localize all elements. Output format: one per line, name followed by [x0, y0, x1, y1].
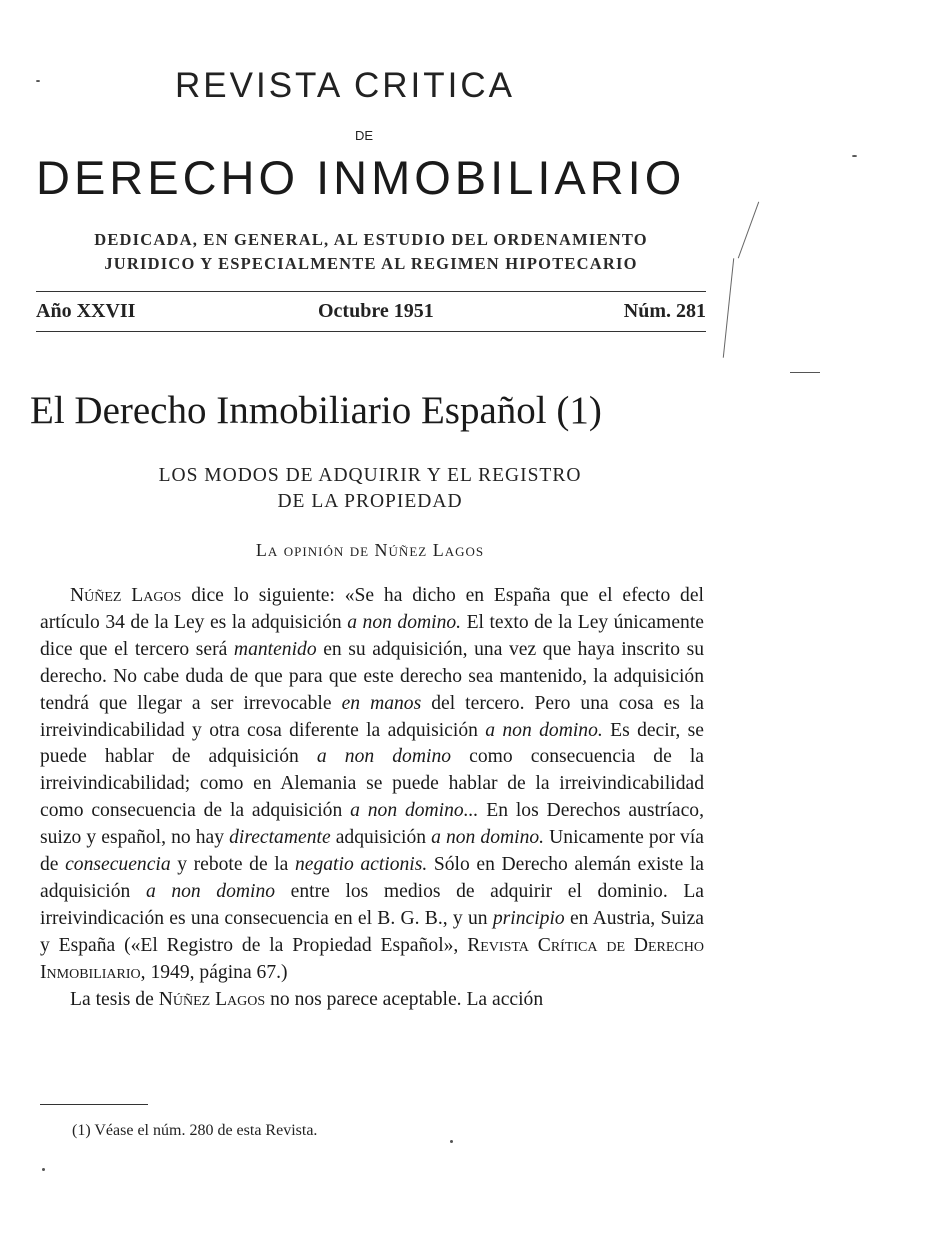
- dedication-line: DEDICADA, EN GENERAL, AL ESTUDIO DEL ORDENAMIENTO: [94, 230, 648, 249]
- scan-speck: [450, 1140, 453, 1143]
- author-name: Núñez Lagos: [158, 988, 266, 1010]
- footnote-rule: [40, 1104, 148, 1105]
- issue-info: [36, 300, 706, 326]
- issue-date: Octubre 1951: [318, 300, 434, 322]
- journal-dedication: [36, 228, 706, 276]
- article-title: El Derecho Inmobiliario Español (1): [30, 389, 602, 432]
- scan-speck: [42, 1168, 45, 1171]
- journal-title: REVISTA CRITICA: [175, 66, 515, 105]
- journal-citation: Revista Crítica de Derecho Inmobiliario: [40, 934, 704, 983]
- article-body: [40, 583, 704, 1014]
- footnote: (1) Véase el núm. 280 de esta Revista.: [72, 1122, 318, 1139]
- scan-mark: [723, 258, 734, 358]
- section-heading: La opinión de Núñez Lagos: [255, 540, 485, 560]
- journal-main-title: DERECHO INMOBILIARIO: [36, 151, 686, 204]
- journal-title-de: DE: [355, 128, 374, 143]
- issue-year: Año XXVII: [36, 300, 136, 322]
- scan-speck: [36, 80, 40, 82]
- scan-speck: [852, 155, 857, 157]
- body-paragraph: Núñez Lagos dice lo siguiente: «Se ha dicho en España que el efecto del artículo 34 de la Ley es la adquisición a non domino. El texto de la Ley únicamente dice que el tercero será mantenido en su adquisición, una vez que haya inscrito su derecho. No cabe duda de que para que este derecho sea mantenido, la adquisición tendrá que llegar a ser irrevocable en manos del tercero. Pero una cosa es la irreivindicabilidad y otra cosa diferente la adquisición a non domino. Es decir, se puede hablar de adquisición a non domino como consecuencia de la irreivindicabilidad; como en Alemania se puede hablar de la irreivindicabilidad como consecuencia de la adquisición a non domino... En los Derechos austríaco, suizo y español, no hay directamente adquisición a non domino. Unicamente por vía de consecuencia y rebote de la negatio actionis. Sólo en Derecho alemán existe la adquisición a non domino entre los medios de adquirir el dominio. La irreivindicación es una consecuencia en el B. G. B., y un principio en Austria, Suiza y España («El Registro de la Propiedad Español», Revista Crítica de Derecho Inmobiliario, 1949, página 67.): [40, 585, 705, 983]
- header-rule-top: [36, 291, 706, 292]
- subtitle-line: LOS MODOS DE ADQUIRIR Y EL REGISTRO: [158, 465, 582, 486]
- body-paragraph: La tesis de Núñez Lagos no nos parece aceptable. La acción: [70, 988, 544, 1010]
- subtitle-line: DE LA PROPIEDAD: [277, 491, 463, 512]
- author-name: Núñez Lagos: [70, 585, 182, 606]
- issue-number: Núm. 281: [623, 300, 706, 322]
- article-subtitle: [80, 463, 660, 515]
- scan-speck: [790, 372, 820, 373]
- scan-mark: [738, 202, 759, 259]
- header-rule-bottom: [36, 331, 706, 332]
- dedication-line: JURIDICO Y ESPECIALMENTE AL REGIMEN HIPOTECARIO: [104, 254, 638, 273]
